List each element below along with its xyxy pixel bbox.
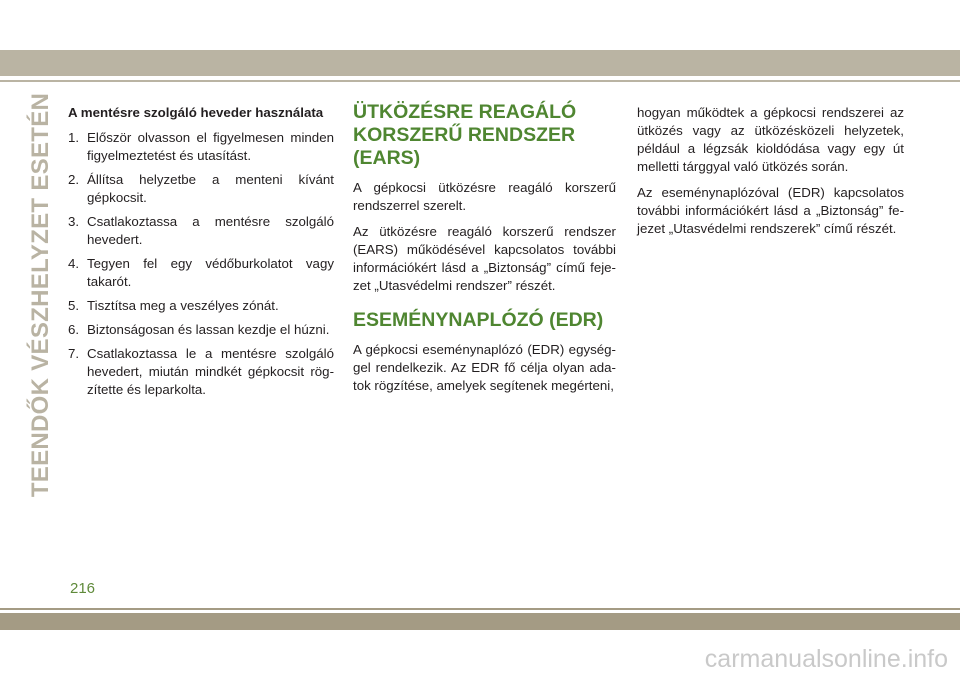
list-item-text: Először olvasson el figyelmesen minden figyelmeztetést és utasítást. — [87, 130, 334, 163]
paragraph: Az ütközésre reagáló korszerű rendszer (EARS) működésével kapcsolatos további információkért lásd a „Biztonság” című feje-zet „Utasvédelmi rendszer” részét. — [353, 224, 616, 293]
header-rule — [0, 80, 960, 82]
column-2 — [353, 101, 616, 403]
list-item-text: Állítsa helyzetbe a menteni kívánt gépkocsit. — [87, 172, 334, 205]
list-item-text: Biztonságosan és lassan kezdje el húzni. — [87, 322, 330, 337]
section-title-ears: ÜTKÖZÉSRE REAGÁLÓ KORSZERŰ RENDSZER (EARS) — [353, 101, 577, 169]
list-item — [68, 213, 334, 249]
list-item-text: Tegyen fel egy védőburkolatot vagy takarót. — [87, 256, 334, 289]
list-item-text: Csatlakoztassa a mentésre szolgáló hevedert. — [87, 214, 334, 247]
subsection-heading: A mentésre szolgáló heveder használata — [68, 105, 324, 120]
watermark: carmanualsonline.info — [704, 645, 948, 673]
list-item-number: 3. — [68, 214, 80, 229]
list-item-text: Tisztítsa meg a veszélyes zónát. — [87, 298, 279, 313]
list-item — [68, 321, 334, 339]
footer-band — [0, 613, 960, 630]
steps-list — [68, 129, 334, 399]
header-band — [0, 50, 960, 76]
list-item-text: Csatlakoztassa le a mentésre szolgáló hevedert, miután mindkét gépkocsit rög-zítette és leparkolta. — [87, 346, 334, 397]
list-item — [68, 129, 334, 165]
section-title-edr: ESEMÉNYNAPLÓZÓ (EDR) — [353, 309, 604, 331]
list-item — [68, 171, 334, 207]
list-item — [68, 345, 334, 399]
list-item — [68, 297, 334, 315]
chapter-side-tab — [27, 92, 55, 498]
list-item-number: 5. — [68, 298, 80, 313]
list-item-number: 4. — [68, 256, 80, 271]
footer-rule — [0, 608, 960, 610]
paragraph: hogyan működtek a gépkocsi rendszerei az ütközés vagy az ütközésközeli helyzetek, például a légzsák kioldódása vagy egy út melletti tárggyal való ütközés során. — [637, 105, 904, 174]
chapter-side-tab-label: TEENDŐK VÉSZHELYZET ESETÉN — [27, 92, 55, 498]
paragraph: Az eseménynaplózóval (EDR) kapcsolatos további információkért lásd a „Biztonság” fe-jezet „Utasvédelmi rendszerek” című részét. — [637, 185, 904, 236]
list-item-number: 6. — [68, 322, 80, 337]
paragraph: A gépkocsi ütközésre reagáló korszerű rendszerrel szerelt. — [353, 180, 616, 213]
paragraph: A gépkocsi eseménynaplózó (EDR) egység-gel rendelkezik. Az EDR fő célja olyan ada-tok rögzítése, amelyek segítenek megérteni, — [353, 342, 616, 393]
page-number: 216 — [70, 580, 96, 597]
list-item-number: 1. — [68, 130, 80, 145]
list-item-number: 2. — [68, 172, 80, 187]
column-1 — [68, 104, 334, 405]
column-3 — [637, 104, 904, 246]
list-item — [68, 255, 334, 291]
list-item-number: 7. — [68, 346, 80, 361]
